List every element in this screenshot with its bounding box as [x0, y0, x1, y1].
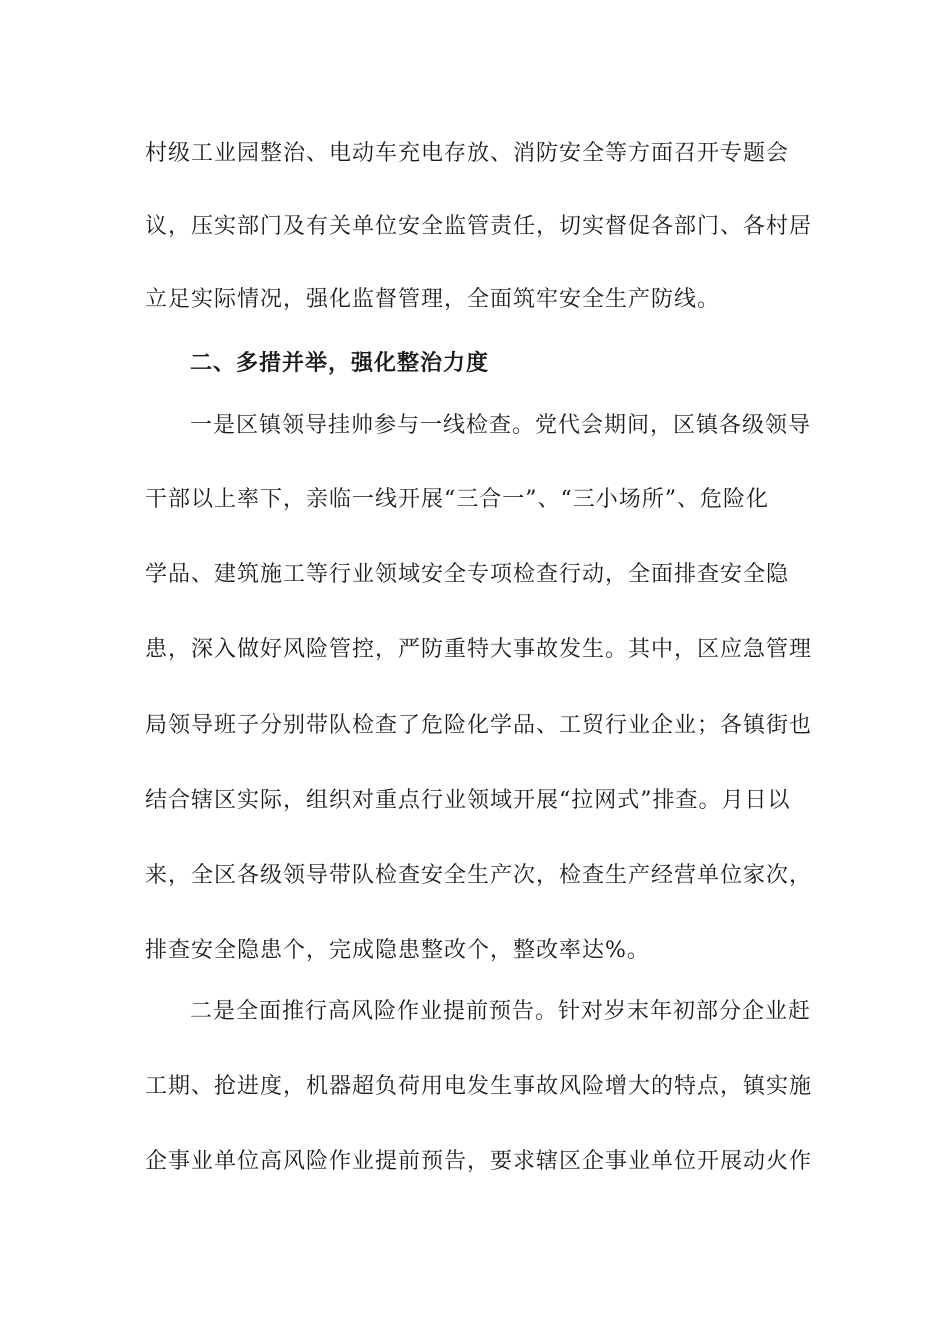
body-text-line: 局领导班子分别带队检查了危险化学品、工贸行业企业；各镇街也	[145, 713, 813, 738]
section-heading: 二、多措并举，强化整治力度	[190, 350, 490, 376]
body-text-line: 结合辖区实际，组织对重点行业领域开展“拉网式”排查。月日以	[145, 788, 791, 813]
body-text-line: 议，压实部门及有关单位安全监管责任，切实督促各部门、各村居	[145, 214, 813, 239]
body-text-line: 干部以上率下，亲临一线开展“三合一”、“三小场所”、危险化	[145, 487, 769, 512]
paragraph-first-line: 一是区镇领导挂帅参与一线检查。党代会期间，区镇各级领导	[190, 413, 812, 438]
body-text-line: 学品、建筑施工等行业领域安全专项检查行动，全面排查安全隐	[145, 562, 790, 587]
body-text-line: 立足实际情况，强化监督管理，全面筑牢安全生产防线。	[145, 287, 721, 312]
body-text-line: 患，深入做好风险管控，严防重特大事故发生。其中，区应急管理	[145, 637, 813, 662]
body-text-line: 排查安全隐患个，完成隐患整改个，整改率达%。	[145, 938, 650, 963]
body-text-line: 来，全区各级领导带队检查安全生产次，检查生产经营单位家次，	[145, 863, 813, 888]
body-text-line: 工期、抢进度，机器超负荷用电发生事故风险增大的特点，镇实施	[145, 1074, 813, 1099]
body-text-line: 企事业单位高风险作业提前预告，要求辖区企事业单位开展动火作	[145, 1149, 813, 1174]
body-text-line: 村级工业园整治、电动车充电存放、消防安全等方面召开专题会	[145, 141, 790, 166]
paragraph-first-line: 二是全面推行高风险作业提前预告。针对岁末年初部分企业赶	[190, 999, 812, 1024]
